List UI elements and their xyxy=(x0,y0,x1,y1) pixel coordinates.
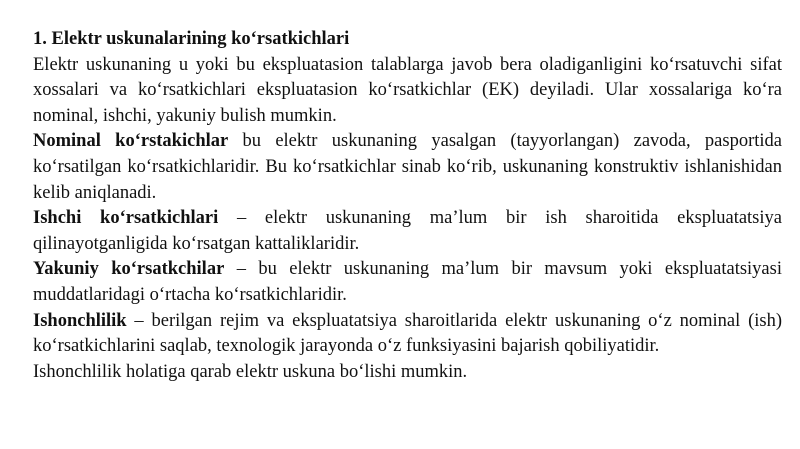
definition-text: bu elektr uskunaning yasalgan (tayyorlangan) zavoda, pasportida ko‘rsatilgan ko‘rsatkichlaridir. Bu ko‘rsatkichlar sinab ko‘rib, uskunaning konstruktiv ishlanishidan kelib aniqlanadi. xyxy=(33,131,782,203)
definition-final xyxy=(33,257,782,308)
closing-paragraph: Ishonchlilik holatiga qarab elektr uskuna bo‘lishi mumkin. xyxy=(33,361,468,382)
definition-working xyxy=(33,206,782,257)
definition-term: Ishchi ko‘rsatkichlari xyxy=(33,208,219,229)
definition-reliability xyxy=(33,309,782,360)
definition-term: Yakuniy ko‘rsatkchilar xyxy=(33,259,225,280)
definition-text: – berilgan rejim va ekspluatatsiya sharoitlarida elektr uskunaning o‘z nominal (ish) ko‘rsatkichlarini saqlab, texnologik jarayonda o‘z funksiyasini bajarish qobiliyatidir. xyxy=(33,310,782,357)
definition-text: – bu elektr uskunaning ma’lum bir mavsum yoki ekspluatatsiyasi muddatlaridagi o‘rtacha ko‘rsatkichlaridir. xyxy=(33,259,782,305)
definition-term: Nominal ko‘rstakichlar xyxy=(33,131,229,152)
definition-term: Ishonchlilik xyxy=(33,310,127,331)
intro-paragraph: Elektr uskunaning u yoki bu ekspluatasion talablarga javob bera oladiganligini ko‘rsatuvchi sifat xossalari va ko‘rsatkichlari ekspluatasion ko‘rsatkichlar (EK) deyiladi. Ular xossalariga ko‘ra nominal, ishchi, yakuniy bulish mumkin. xyxy=(33,54,782,126)
section-heading: 1. Elektr uskunalarining ko‘rsatkichlari xyxy=(33,29,350,49)
definition-nominal xyxy=(33,129,782,206)
definition-text: – elektr uskunaning ma’lum bir ish sharoitida ekspluatatsiya qilinayotganligida ko‘rsatgan kattaliklaridir. xyxy=(33,208,782,254)
